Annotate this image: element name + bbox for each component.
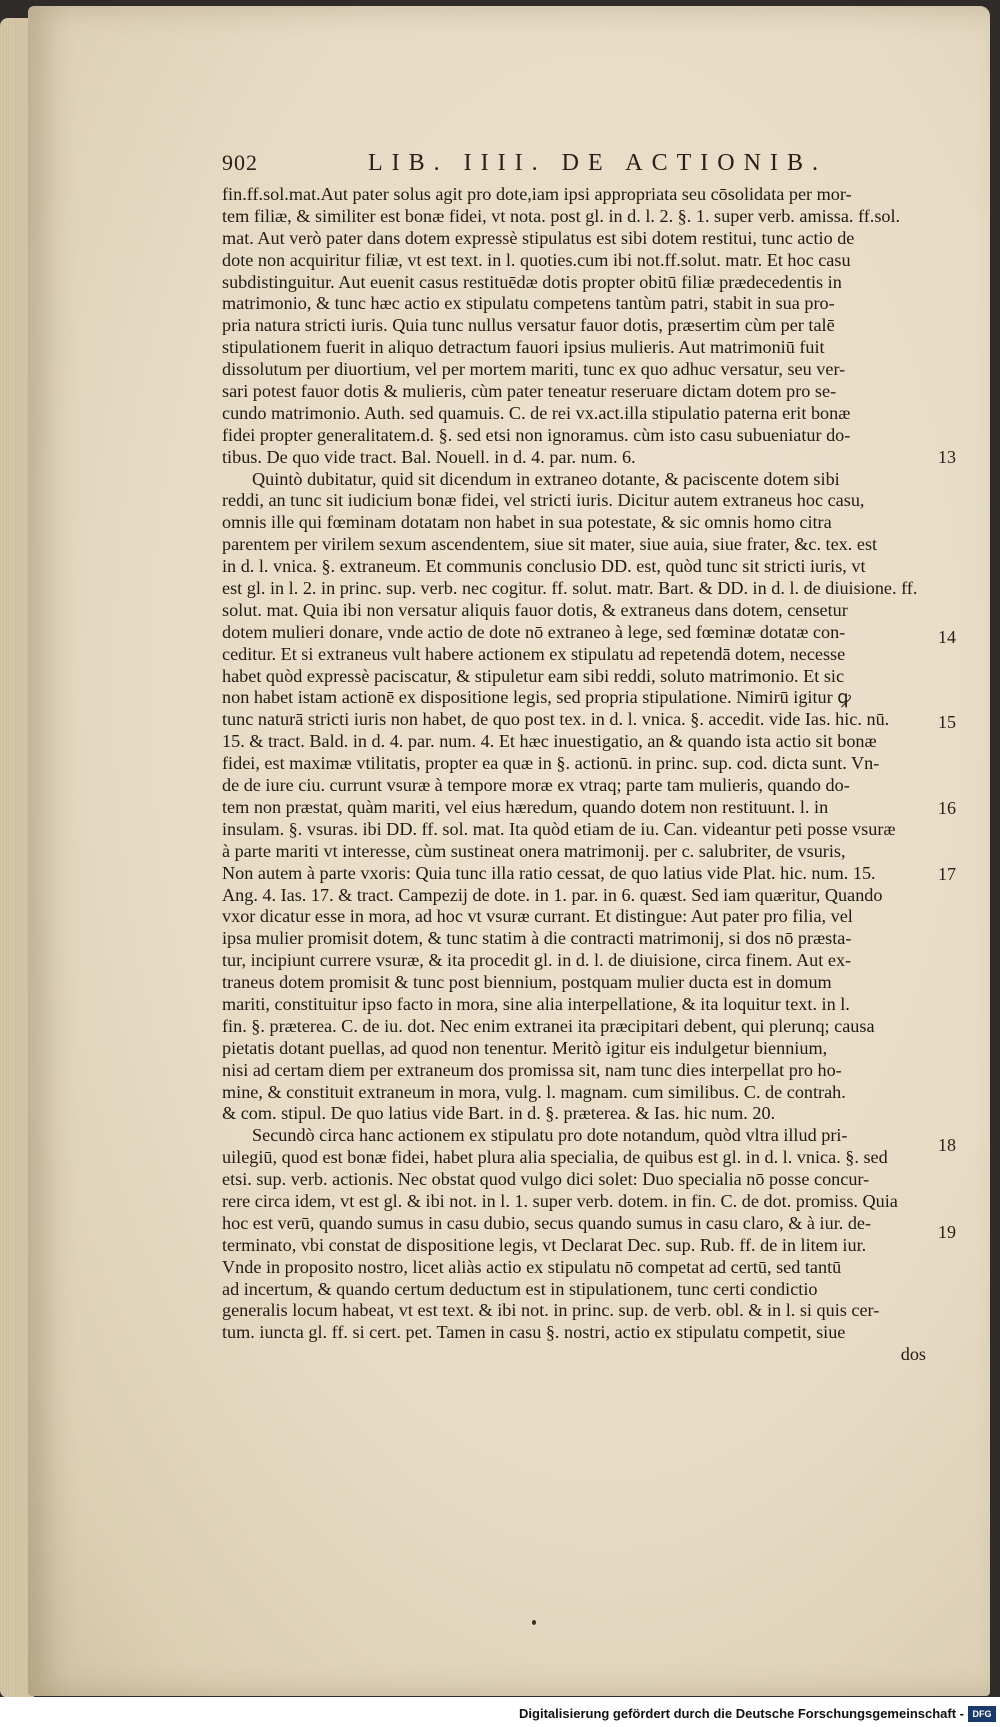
text-line: in d. l. vnica. §. extraneum. Et communis conclusio DD. est, quòd tunc sit stricti iuris, vt [222, 556, 866, 577]
text-line: traneus dotem promisit & tunc post biennium, postquam mulier ducta est in domum [222, 972, 832, 993]
text-line: à parte mariti vt interesse, cùm sustineat onera matrimonij. per c. salubriter, de vsuris, [222, 840, 846, 861]
page-header [222, 150, 922, 180]
text-line: non habet istam actionē ex dispositione legis, sed propria stipulatione. Nimirū igitur ꝙ [222, 687, 851, 708]
footer-bar [0, 1697, 1000, 1727]
text-line: reddi, an tunc sit iudicium bonæ fidei, vel stricti iuris. Dicitur autem extraneus hoc casu, [222, 490, 865, 511]
text-line: etsi. sup. verb. actionis. Nec obstat quod vulgo dici solet: Duo specialia nō posse concur- [222, 1169, 870, 1190]
text-line: Quintò dubitatur, quid sit dicendum in extraneo dotante, & paciscente dotem sibi [252, 468, 840, 489]
text-line: 15. & tract. Bald. in d. 4. par. num. 4. Et hæc inuestigatio, an & quando ista actio sit bonæ [222, 731, 877, 752]
text-line: Non autem à parte vxoris: Quia tunc illa ratio cessat, de quo latius vide Plat. hic. num. 15. [222, 862, 876, 883]
text-line: dote non acquiritur filiæ, vt est text. in l. quoties.cum ibi not.ff.solut. matr. Et hoc casu [222, 249, 851, 270]
text-line: solut. mat. Quia ibi non versatur aliquis fauor dotis, & extraneus dans dotem, censetur [222, 599, 848, 620]
text-line: tem filiæ, & similiter est bonæ fidei, vt nota. post gl. in d. l. 2. §. 1. super verb. amissa. ff.sol. [222, 205, 901, 226]
text-line: dos [900, 1344, 926, 1365]
margin-number: 13 [938, 447, 956, 467]
text-line: fin. §. præterea. C. de iu. dot. Nec enim extranei ita præcipitari debent, qui plerunq; causa [222, 1015, 875, 1036]
page-number: 902 [222, 150, 258, 175]
text-line: tibus. De quo vide tract. Bal. Nouell. in d. 4. par. num. 6. [222, 446, 636, 467]
text-line: subdistinguitur. Aut euenit casus restituēdæ dotis propter obitū filiæ prædecedentis in [222, 271, 842, 292]
text-line: parentem per virilem sexum ascendentem, siue sit mater, siue auia, siue frater, &c. tex. est [222, 534, 878, 555]
body-text [222, 184, 926, 1366]
margin-number: 16 [938, 798, 956, 818]
text-line: ad incertum, & quando certum deductum est in stipulationem, tunc certi condictio [222, 1278, 818, 1299]
text-line: generalis locum habeat, vt est text. & ibi not. in princ. sup. de verb. obl. & in l. si quis cer- [222, 1300, 880, 1321]
text-line: nisi ad certam diem per extraneum dos promissa sit, nam tunc dies interpellat pro ho- [222, 1059, 842, 1080]
text-line: sari potest fauor dotis & mulieris, cùm pater teneatur reseruare dictam dotem pro se- [222, 381, 837, 402]
text-line: est gl. in l. 2. in princ. sup. verb. nec cogitur. ff. solut. matr. Bart. & DD. in d. l. de diuisione. ff. [222, 578, 918, 599]
text-line: dissolutum per diuortium, vel per mortem mariti, tunc ex quo adhuc versatur, seu ver- [222, 359, 846, 380]
text-line: tum. iuncta gl. ff. si cert. pet. Tamen in casu §. nostri, actio ex stipulatu competit, siue [222, 1322, 846, 1343]
text-line: omnis ille qui fœminam dotatam non habet in sua potestate, & sic omnis homo citra [222, 512, 832, 533]
text-line: pria natura stricti iuris. Quia tunc nullus versatur fauor dotis, præsertim cùm per talē [222, 315, 835, 336]
dfg-logo: DFG [968, 1706, 996, 1722]
text-line: stipulationem fuerit in aliquo detractum fauori ipsius mulieris. Aut matrimoniū fuit [222, 337, 825, 358]
margin-number: 18 [938, 1135, 956, 1155]
text-line: mine, & constituit extraneum in mora, vulg. l. magnam. cum similibus. C. de contrah. [222, 1081, 846, 1102]
text-line: cundo matrimonio. Auth. sed quamuis. C. de rei vx.act.illa stipulatio paterna erit bonæ [222, 402, 851, 423]
text-line: rere circa idem, vt est gl. & ibi not. in l. 1. super verb. dotem. in fin. C. de dot. promiss. Quia [222, 1190, 898, 1211]
text-line: habet quòd expressè paciscatur, & stipuletur eam sibi reddi, soluto matrimonio. Et sic [222, 665, 845, 686]
running-title: LIB. IIII. DE ACTIONIB. [368, 150, 827, 176]
text-line: insulam. §. vsuras. ibi DD. ff. sol. mat. Ita quòd etiam de iu. Can. videantur peti posse vsuræ [222, 818, 896, 839]
text-line: ceditur. Et si extraneus vult habere actionem ex stipulatu ad repetendā dotem, necesse [222, 643, 846, 664]
text-line: dotem mulieri donare, vnde actio de dote nō extraneo à lege, sed fœminæ dotatæ con- [222, 621, 846, 642]
text-line: Vnde in proposito nostro, licet aliàs actio ex stipulatu nō competat ad certū, sed tantū [222, 1256, 842, 1277]
text-line: terminato, vbi constat de dispositione legis, vt Declarat Dec. sup. Rub. ff. de in litem iur. [222, 1234, 867, 1255]
ink-speck [532, 1620, 536, 1625]
text-line: hoc est verū, quando sumus in casu dubio, secus quando sumus in casu claro, & à iur. de- [222, 1212, 872, 1233]
text-line: tem non præstat, quàm mariti, vel eius hæredum, quando dotem non restituunt. l. in [222, 796, 829, 817]
margin-number: 17 [938, 864, 956, 884]
text-line: matrimonio, & tunc hæc actio ex stipulatu competens tantùm patri, stabit in sua pro- [222, 293, 835, 314]
text-line: ipsa mulier promisit dotem, & tunc statim à die contracti matrimonij, si dos nō præsta- [222, 928, 852, 949]
text-line: mat. Aut verò pater dans dotem expressè stipulatus est sibi dotem restitui, tunc actio de [222, 227, 855, 248]
text-line: de de iure ciu. currunt vsuræ à tempore moræ ex vtraq; parte tam mulieris, quando do- [222, 775, 850, 796]
text-line: Secundò circa hanc actionem ex stipulatu pro dote notandum, quòd vltra illud pri- [252, 1125, 848, 1146]
text-line: fidei propter generalitatem.d. §. sed etsi non ignoramus. cùm isto casu subueniatur do- [222, 424, 851, 445]
text-line: vxor dicatur esse in mora, ad hoc vt vsuræ currant. Et distingue: Aut pater pro filia, vel [222, 906, 853, 927]
text-line: fidei, est maximæ vtilitatis, propter ea quæ in §. actionū. in princ. sup. cod. dicta sunt. Vn- [222, 753, 880, 774]
text-line: mariti, constituitur ipso facto in mora, sine alia interpellatione, & ita loquitur text. in l. [222, 993, 850, 1014]
footer-credit: Digitalisierung gefördert durch die Deutsche Forschungsgemeinschaft - [519, 1706, 964, 1721]
margin-number: 15 [938, 712, 956, 732]
text-line: & com. stipul. De quo latius vide Bart. in d. §. præterea. & Ias. hic num. 20. [222, 1103, 776, 1124]
text-line: Ang. 4. Ias. 17. & tract. Campezij de dote. in 1. par. in 6. quæst. Sed iam quæritur, Quando [222, 884, 883, 905]
text-line: tur, incipiunt currere vsuræ, & ita procedit gl. in d. l. de diuisione, circa finem. Aut ex- [222, 950, 852, 971]
text-line: uilegiū, quod est bonæ fidei, habet plura alia specialia, de quibus est gl. in d. l. vnica. §. sed [222, 1147, 888, 1168]
text-line: pietatis dotant puellas, ad quod non tenentur. Meritò igitur eis indulgetur biennium, [222, 1037, 828, 1058]
text-line: fin.ff.sol.mat.Aut pater solus agit pro dote,iam ipsi appropriata seu cōsolidata per mor- [222, 184, 852, 204]
margin-number: 19 [938, 1222, 956, 1242]
text-line: tunc naturā stricti iuris non habet, de quo post tex. in d. l. vnica. §. accedit. vide Ias. hic. nū. [222, 709, 890, 730]
margin-number: 14 [938, 627, 956, 647]
